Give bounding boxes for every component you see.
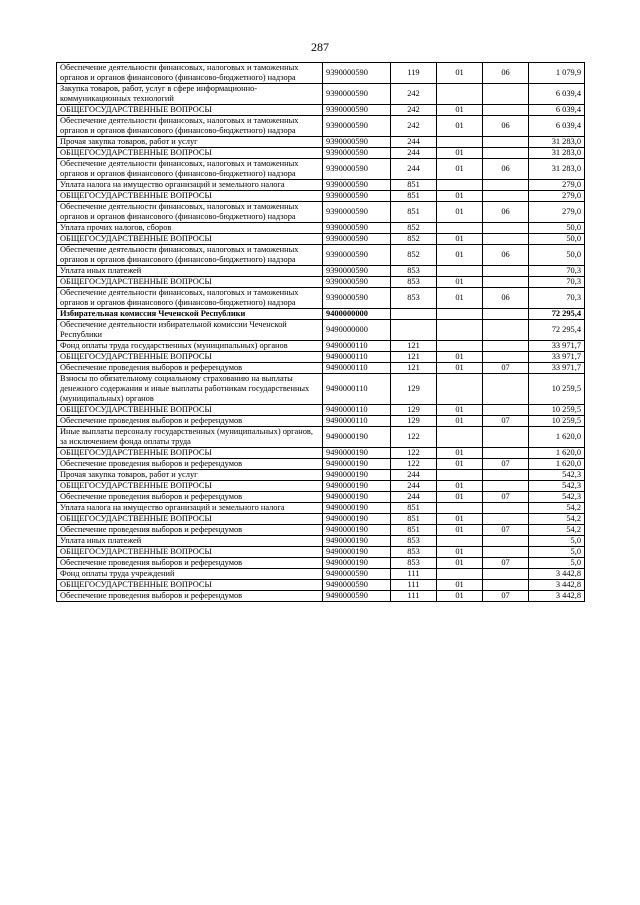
row-name: Обеспечение деятельности избирательной комиссии Чеченской Республики	[57, 320, 323, 341]
row-amount: 33 971,7	[529, 352, 585, 363]
row-target-code: 9390000590	[323, 180, 391, 191]
row-subsection	[483, 148, 529, 159]
table-row	[57, 569, 585, 580]
table-row	[57, 405, 585, 416]
row-amount: 1 079,9	[529, 63, 585, 84]
row-expense-type: 129	[391, 374, 437, 405]
row-section	[437, 84, 483, 105]
row-name: ОБЩЕГОСУДАРСТВЕННЫЕ ВОПРОСЫ	[57, 234, 323, 245]
row-target-code: 9490000110	[323, 374, 391, 405]
row-amount: 10 259,5	[529, 374, 585, 405]
row-subsection	[483, 234, 529, 245]
table-row	[57, 374, 585, 405]
row-section: 01	[437, 234, 483, 245]
row-name: Обеспечение деятельности финансовых, налоговых и таможенных органов и органов финансового (финансово-бюджетного) надзора	[57, 159, 323, 180]
row-section	[437, 503, 483, 514]
table-row	[57, 580, 585, 591]
row-subsection: 06	[483, 288, 529, 309]
row-target-code: 9490000110	[323, 416, 391, 427]
row-section: 01	[437, 116, 483, 137]
row-amount: 3 442,8	[529, 569, 585, 580]
row-expense-type: 851	[391, 514, 437, 525]
row-name: Обеспечение проведения выборов и референдумов	[57, 459, 323, 470]
row-target-code: 9490000110	[323, 363, 391, 374]
table-row	[57, 159, 585, 180]
row-name: Обеспечение деятельности финансовых, налоговых и таможенных органов и органов финансового (финансово-бюджетного) надзора	[57, 63, 323, 84]
row-subsection	[483, 180, 529, 191]
row-amount: 31 283,0	[529, 159, 585, 180]
row-amount: 6 039,4	[529, 116, 585, 137]
row-target-code: 9390000590	[323, 116, 391, 137]
row-expense-type: 853	[391, 288, 437, 309]
row-subsection: 07	[483, 416, 529, 427]
row-subsection	[483, 536, 529, 547]
row-expense-type: 111	[391, 591, 437, 602]
row-expense-type: 122	[391, 459, 437, 470]
row-section: 01	[437, 288, 483, 309]
row-name: Обеспечение деятельности финансовых, налоговых и таможенных органов и органов финансового (финансово-бюджетного) надзора	[57, 288, 323, 309]
table-row	[57, 470, 585, 481]
row-target-code: 9490000190	[323, 470, 391, 481]
row-name: Прочая закупка товаров, работ и услуг	[57, 137, 323, 148]
row-target-code: 9490000190	[323, 525, 391, 536]
row-section: 01	[437, 159, 483, 180]
table-row	[57, 63, 585, 84]
row-section: 01	[437, 558, 483, 569]
row-expense-type: 244	[391, 159, 437, 180]
row-target-code: 9400000000	[323, 309, 391, 320]
row-subsection	[483, 470, 529, 481]
row-name: ОБЩЕГОСУДАРСТВЕННЫЕ ВОПРОСЫ	[57, 514, 323, 525]
row-name: ОБЩЕГОСУДАРСТВЕННЫЕ ВОПРОСЫ	[57, 481, 323, 492]
table-row	[57, 148, 585, 159]
row-expense-type: 851	[391, 503, 437, 514]
row-expense-type: 853	[391, 277, 437, 288]
table-row	[57, 137, 585, 148]
row-expense-type: 121	[391, 352, 437, 363]
row-expense-type: 242	[391, 84, 437, 105]
row-subsection	[483, 580, 529, 591]
row-target-code: 9490000190	[323, 459, 391, 470]
row-amount: 3 442,8	[529, 591, 585, 602]
budget-table	[56, 62, 585, 602]
row-name: Обеспечение проведения выборов и референдумов	[57, 416, 323, 427]
row-target-code: 9490000190	[323, 481, 391, 492]
row-name: Уплата иных платежей	[57, 266, 323, 277]
row-section: 01	[437, 245, 483, 266]
row-subsection	[483, 137, 529, 148]
row-amount: 70,3	[529, 277, 585, 288]
row-section	[437, 320, 483, 341]
row-target-code: 9490000110	[323, 341, 391, 352]
row-target-code: 9490000190	[323, 536, 391, 547]
row-amount: 54,2	[529, 525, 585, 536]
table-row	[57, 514, 585, 525]
row-amount: 5,0	[529, 536, 585, 547]
row-name: ОБЩЕГОСУДАРСТВЕННЫЕ ВОПРОСЫ	[57, 352, 323, 363]
row-target-code: 9490000590	[323, 591, 391, 602]
table-row	[57, 448, 585, 459]
row-section	[437, 536, 483, 547]
row-amount: 279,0	[529, 202, 585, 223]
row-subsection	[483, 405, 529, 416]
row-amount: 5,0	[529, 558, 585, 569]
row-section: 01	[437, 363, 483, 374]
row-expense-type: 852	[391, 234, 437, 245]
row-amount: 10 259,5	[529, 405, 585, 416]
row-subsection	[483, 352, 529, 363]
row-target-code: 9490000590	[323, 580, 391, 591]
row-expense-type: 121	[391, 341, 437, 352]
row-expense-type: 851	[391, 180, 437, 191]
row-amount: 72 295,4	[529, 309, 585, 320]
row-section	[437, 180, 483, 191]
row-subsection	[483, 374, 529, 405]
row-expense-type: 242	[391, 116, 437, 137]
table-row	[57, 191, 585, 202]
row-amount: 3 442,8	[529, 580, 585, 591]
row-expense-type: 853	[391, 266, 437, 277]
row-section: 01	[437, 405, 483, 416]
row-subsection: 06	[483, 245, 529, 266]
row-amount: 54,2	[529, 514, 585, 525]
table-row	[57, 320, 585, 341]
row-target-code: 9390000590	[323, 288, 391, 309]
row-section: 01	[437, 459, 483, 470]
row-section: 01	[437, 591, 483, 602]
row-subsection	[483, 547, 529, 558]
row-subsection	[483, 503, 529, 514]
table-row	[57, 309, 585, 320]
row-expense-type: 122	[391, 448, 437, 459]
row-amount: 50,0	[529, 245, 585, 266]
row-name: ОБЩЕГОСУДАРСТВЕННЫЕ ВОПРОСЫ	[57, 191, 323, 202]
row-subsection	[483, 448, 529, 459]
row-subsection	[483, 223, 529, 234]
row-expense-type: 121	[391, 363, 437, 374]
row-name: Фонд оплаты труда государственных (муниципальных) органов	[57, 341, 323, 352]
row-amount: 542,3	[529, 481, 585, 492]
row-target-code: 9490000190	[323, 448, 391, 459]
table-row	[57, 558, 585, 569]
row-target-code: 9490000000	[323, 320, 391, 341]
row-amount: 31 283,0	[529, 148, 585, 159]
row-section: 01	[437, 448, 483, 459]
row-subsection: 07	[483, 459, 529, 470]
row-expense-type: 851	[391, 191, 437, 202]
row-expense-type: 852	[391, 223, 437, 234]
row-name: Иные выплаты персоналу государственных (муниципальных) органов, за исключением фонда оплаты труда	[57, 427, 323, 448]
table-row	[57, 536, 585, 547]
row-name: Прочая закупка товаров, работ и услуг	[57, 470, 323, 481]
row-target-code: 9490000190	[323, 514, 391, 525]
row-section: 01	[437, 580, 483, 591]
row-amount: 6 039,4	[529, 84, 585, 105]
row-subsection	[483, 105, 529, 116]
row-amount: 50,0	[529, 234, 585, 245]
row-subsection	[483, 320, 529, 341]
row-expense-type: 111	[391, 580, 437, 591]
table-row	[57, 492, 585, 503]
row-expense-type	[391, 309, 437, 320]
row-subsection: 07	[483, 363, 529, 374]
row-subsection	[483, 277, 529, 288]
row-name: ОБЩЕГОСУДАРСТВЕННЫЕ ВОПРОСЫ	[57, 105, 323, 116]
row-subsection: 07	[483, 591, 529, 602]
row-target-code: 9490000590	[323, 569, 391, 580]
table-row	[57, 352, 585, 363]
row-name: Обеспечение деятельности финансовых, налоговых и таможенных органов и органов финансового (финансово-бюджетного) надзора	[57, 202, 323, 223]
row-section: 01	[437, 514, 483, 525]
row-amount: 70,3	[529, 288, 585, 309]
row-target-code: 9390000590	[323, 191, 391, 202]
table-row	[57, 105, 585, 116]
row-subsection: 06	[483, 202, 529, 223]
table-row	[57, 459, 585, 470]
table-row	[57, 288, 585, 309]
row-section: 01	[437, 525, 483, 536]
row-target-code: 9390000590	[323, 266, 391, 277]
row-name: ОБЩЕГОСУДАРСТВЕННЫЕ ВОПРОСЫ	[57, 148, 323, 159]
row-target-code: 9390000590	[323, 159, 391, 180]
row-amount: 279,0	[529, 180, 585, 191]
row-target-code: 9490000190	[323, 503, 391, 514]
row-expense-type: 242	[391, 105, 437, 116]
row-name: Обеспечение деятельности финансовых, налоговых и таможенных органов и органов финансового (финансово-бюджетного) надзора	[57, 245, 323, 266]
row-amount: 70,3	[529, 266, 585, 277]
row-amount: 542,3	[529, 492, 585, 503]
row-section: 01	[437, 191, 483, 202]
row-section	[437, 374, 483, 405]
row-target-code: 9390000590	[323, 63, 391, 84]
row-name: Обеспечение деятельности финансовых, налоговых и таможенных органов и органов финансового (финансово-бюджетного) надзора	[57, 116, 323, 137]
row-expense-type: 851	[391, 525, 437, 536]
row-expense-type: 244	[391, 481, 437, 492]
row-subsection	[483, 266, 529, 277]
row-amount: 6 039,4	[529, 105, 585, 116]
row-target-code: 9390000590	[323, 234, 391, 245]
row-subsection: 07	[483, 558, 529, 569]
row-target-code: 9390000590	[323, 277, 391, 288]
row-expense-type: 244	[391, 148, 437, 159]
row-subsection	[483, 569, 529, 580]
row-name: Обеспечение проведения выборов и референдумов	[57, 525, 323, 536]
row-expense-type: 129	[391, 416, 437, 427]
table-row	[57, 363, 585, 374]
table-row	[57, 202, 585, 223]
row-target-code: 9390000590	[323, 105, 391, 116]
row-expense-type: 853	[391, 536, 437, 547]
table-row	[57, 481, 585, 492]
row-name: ОБЩЕГОСУДАРСТВЕННЫЕ ВОПРОСЫ	[57, 448, 323, 459]
row-expense-type: 853	[391, 547, 437, 558]
row-expense-type: 244	[391, 137, 437, 148]
row-name: Уплата прочих налогов, сборов	[57, 223, 323, 234]
row-section: 01	[437, 352, 483, 363]
table-row	[57, 591, 585, 602]
row-amount: 33 971,7	[529, 363, 585, 374]
row-section	[437, 341, 483, 352]
table-row	[57, 180, 585, 191]
row-amount: 72 295,4	[529, 320, 585, 341]
row-amount: 542,3	[529, 470, 585, 481]
row-expense-type	[391, 320, 437, 341]
row-expense-type: 853	[391, 558, 437, 569]
row-target-code: 9490000190	[323, 427, 391, 448]
row-subsection: 07	[483, 492, 529, 503]
row-name: Обеспечение проведения выборов и референдумов	[57, 363, 323, 374]
row-amount: 5,0	[529, 547, 585, 558]
row-amount: 10 259,5	[529, 416, 585, 427]
row-expense-type: 119	[391, 63, 437, 84]
row-name: Уплата налога на имущество организаций и земельного налога	[57, 503, 323, 514]
row-target-code: 9390000590	[323, 148, 391, 159]
row-target-code: 9490000110	[323, 405, 391, 416]
row-amount: 279,0	[529, 191, 585, 202]
row-section	[437, 223, 483, 234]
row-target-code: 9390000590	[323, 202, 391, 223]
row-section	[437, 427, 483, 448]
budget-table-body	[57, 63, 585, 602]
row-section: 01	[437, 148, 483, 159]
table-row	[57, 525, 585, 536]
row-expense-type: 244	[391, 470, 437, 481]
row-name: Обеспечение проведения выборов и референдумов	[57, 492, 323, 503]
row-amount: 54,2	[529, 503, 585, 514]
row-target-code: 9390000590	[323, 245, 391, 266]
row-target-code: 9390000590	[323, 137, 391, 148]
row-subsection	[483, 427, 529, 448]
row-expense-type: 244	[391, 492, 437, 503]
row-section	[437, 309, 483, 320]
row-subsection	[483, 514, 529, 525]
row-section	[437, 137, 483, 148]
row-name: Закупка товаров, работ, услуг в сфере информационно-коммуникационных технологий	[57, 84, 323, 105]
row-expense-type: 122	[391, 427, 437, 448]
row-name: ОБЩЕГОСУДАРСТВЕННЫЕ ВОПРОСЫ	[57, 547, 323, 558]
row-section: 01	[437, 105, 483, 116]
table-row	[57, 277, 585, 288]
row-expense-type: 851	[391, 202, 437, 223]
row-expense-type: 111	[391, 569, 437, 580]
row-subsection: 06	[483, 63, 529, 84]
row-name: Уплата налога на имущество организаций и земельного налога	[57, 180, 323, 191]
row-section: 01	[437, 63, 483, 84]
row-name: Уплата иных платежей	[57, 536, 323, 547]
row-name: ОБЩЕГОСУДАРСТВЕННЫЕ ВОПРОСЫ	[57, 277, 323, 288]
row-expense-type: 852	[391, 245, 437, 266]
row-subsection: 07	[483, 525, 529, 536]
row-target-code: 9490000190	[323, 558, 391, 569]
row-target-code: 9490000110	[323, 352, 391, 363]
row-subsection	[483, 84, 529, 105]
row-amount: 1 620,0	[529, 448, 585, 459]
row-name: Фонд оплаты труда учреждений	[57, 569, 323, 580]
row-section: 01	[437, 277, 483, 288]
row-section	[437, 266, 483, 277]
row-target-code: 9490000190	[323, 547, 391, 558]
row-section: 01	[437, 492, 483, 503]
table-row	[57, 547, 585, 558]
row-subsection: 06	[483, 159, 529, 180]
row-subsection	[483, 481, 529, 492]
table-row	[57, 503, 585, 514]
row-target-code: 9490000190	[323, 492, 391, 503]
row-section	[437, 470, 483, 481]
row-amount: 33 971,7	[529, 341, 585, 352]
table-row	[57, 223, 585, 234]
row-section: 01	[437, 481, 483, 492]
table-row	[57, 116, 585, 137]
row-name: Взносы по обязательному социальному страхованию на выплаты денежного содержания и иные выплаты работникам государственных (муниципальных) органов	[57, 374, 323, 405]
page-number: 287	[311, 40, 329, 54]
table-row	[57, 416, 585, 427]
table-row	[57, 234, 585, 245]
row-amount: 50,0	[529, 223, 585, 234]
row-name: ОБЩЕГОСУДАРСТВЕННЫЕ ВОПРОСЫ	[57, 405, 323, 416]
row-subsection: 06	[483, 116, 529, 137]
row-subsection	[483, 341, 529, 352]
row-section: 01	[437, 416, 483, 427]
row-name: Обеспечение проведения выборов и референдумов	[57, 591, 323, 602]
row-amount: 1 620,0	[529, 427, 585, 448]
row-section: 01	[437, 202, 483, 223]
row-amount: 1 620,0	[529, 459, 585, 470]
table-row	[57, 245, 585, 266]
row-name: Обеспечение проведения выборов и референдумов	[57, 558, 323, 569]
row-section: 01	[437, 547, 483, 558]
row-section	[437, 569, 483, 580]
table-row	[57, 427, 585, 448]
row-name: Избирательная комиссия Чеченской Республики	[57, 309, 323, 320]
row-subsection	[483, 309, 529, 320]
row-name: ОБЩЕГОСУДАРСТВЕННЫЕ ВОПРОСЫ	[57, 580, 323, 591]
row-amount: 31 283,0	[529, 137, 585, 148]
row-subsection	[483, 191, 529, 202]
table-row	[57, 341, 585, 352]
row-target-code: 9390000590	[323, 84, 391, 105]
table-row	[57, 84, 585, 105]
row-expense-type: 129	[391, 405, 437, 416]
table-row	[57, 266, 585, 277]
row-target-code: 9390000590	[323, 223, 391, 234]
